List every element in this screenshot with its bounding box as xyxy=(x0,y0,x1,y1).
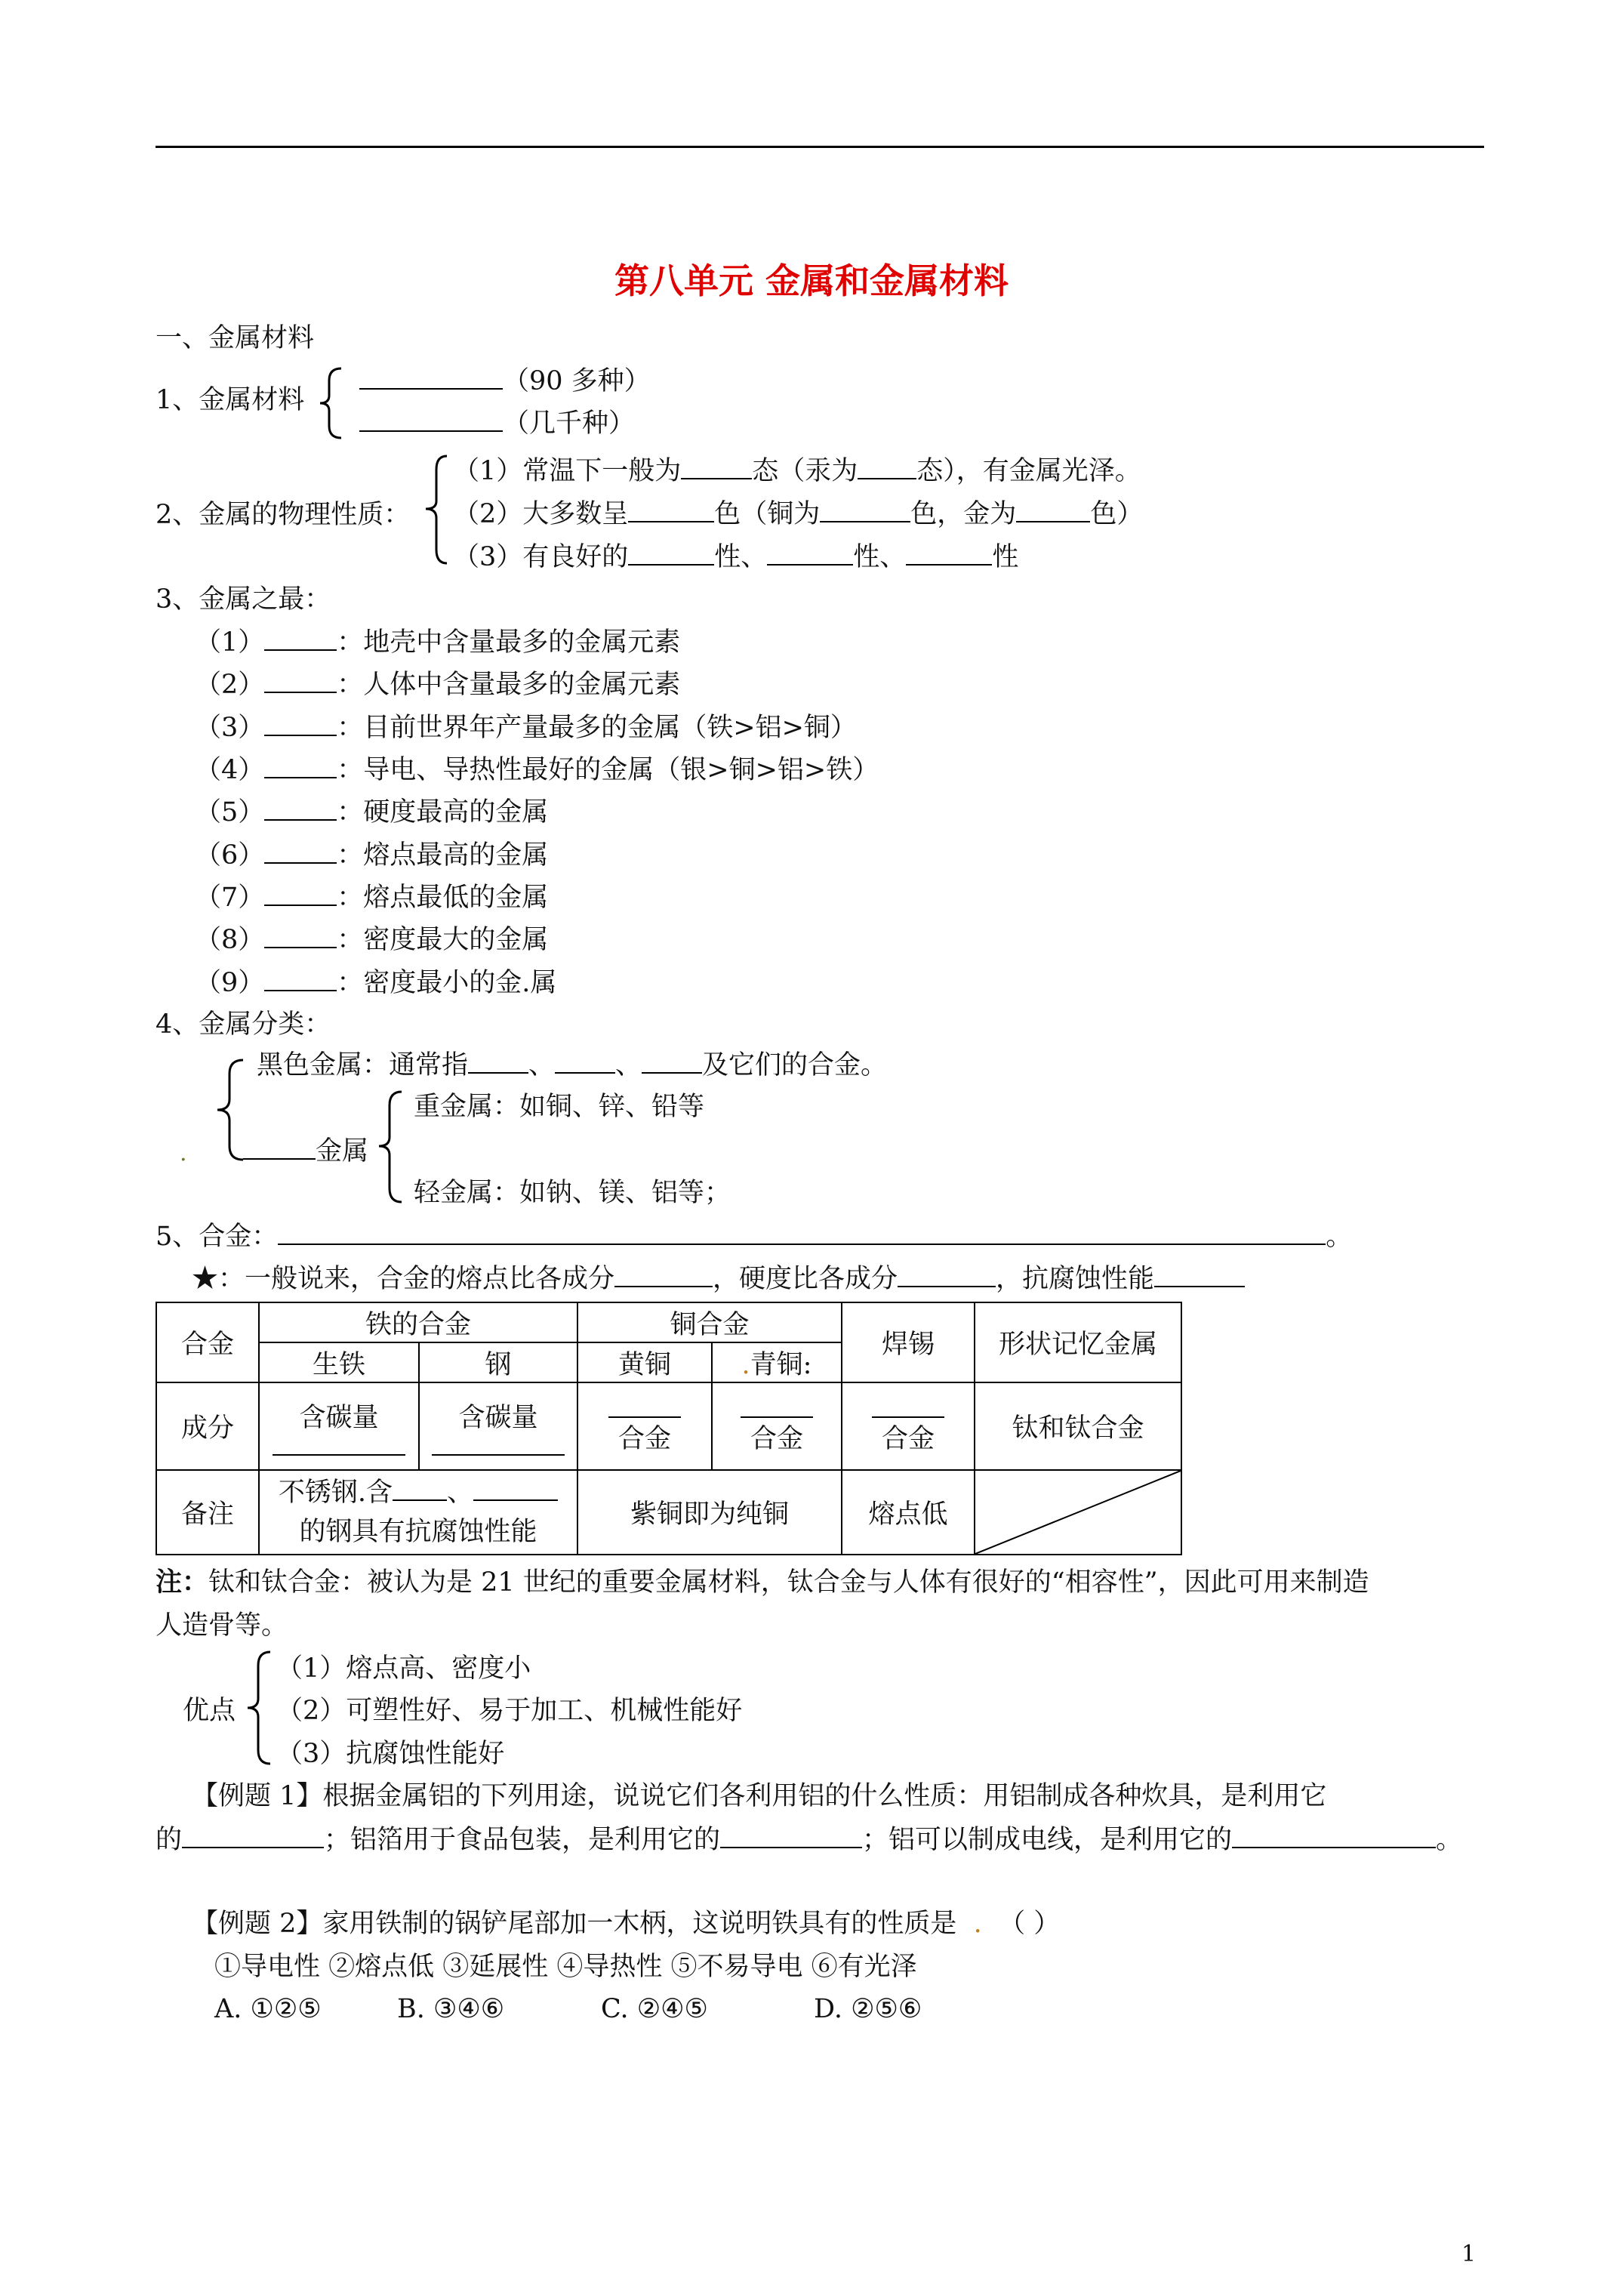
bronze-composition: 合金 xyxy=(712,1382,842,1470)
steel-composition: 含碳量 xyxy=(419,1382,577,1470)
heavy-metals: 重金属：如铜、锌、铅等 xyxy=(414,1092,705,1122)
choice-d: D. ②⑤⑥ xyxy=(814,1994,922,2024)
blank xyxy=(1016,498,1090,522)
item1-brace xyxy=(316,365,349,441)
stainless-steel-note: 不锈钢.含 、 的钢具有抗腐蚀性能 xyxy=(259,1470,577,1555)
blank xyxy=(906,541,992,566)
superlative-item: （7） ：熔点最低的金属 xyxy=(195,883,549,913)
section-heading: 一、金属材料 xyxy=(156,323,315,353)
advantages-label: 优点 xyxy=(183,1696,236,1726)
copper-note: 紫铜即为纯铜 xyxy=(577,1470,842,1555)
other-metals: 金属 xyxy=(243,1136,368,1166)
titanium-note-line2: 人造骨等。 xyxy=(156,1610,288,1641)
item2-line3: （3）有良好的 性、 性、 性 xyxy=(453,542,1019,572)
item2-label: 2、金属的物理性质： xyxy=(156,500,411,530)
choice-c: C. ②④⑤ xyxy=(601,1994,708,2024)
item2-line1: （1）常温下一般为 态（汞为 态），有金属光泽。 xyxy=(453,456,1141,486)
blank xyxy=(681,455,752,479)
example1-line2: 的 ；铝箔用于食品包装，是利用它的 ；铝可以制成电线，是利用它的 。 xyxy=(156,1825,1463,1855)
pig-iron: 生铁 xyxy=(259,1342,419,1382)
solder-note: 熔点低 xyxy=(842,1470,975,1555)
superlative-item: （1） ：地壳中含量最多的金属元素 xyxy=(195,627,681,658)
superlative-item: （9） ：密度最小的金.属 xyxy=(195,968,557,998)
item4-label: 4、金属分类： xyxy=(156,1009,331,1040)
header-shape-memory: 形状记忆金属 xyxy=(975,1302,1181,1382)
steel: 钢 xyxy=(419,1342,577,1382)
row-notes: 备注 xyxy=(156,1470,259,1555)
alloy-properties: ★：一般说来，合金的熔点比各成分 ，硬度比各成分 ，抗腐蚀性能 xyxy=(192,1263,1245,1294)
brass: 黄铜 xyxy=(577,1342,712,1382)
shape-memory-composition: 钛和钛合金 xyxy=(975,1382,1181,1470)
other-metals-brace xyxy=(373,1087,408,1208)
example2-options: ①导电性 ②熔点低 ③延展性 ④导热性 ⑤不易导电 ⑥有光泽 xyxy=(214,1952,917,1982)
stray-dot: . xyxy=(180,1140,187,1166)
advantage-item: （2）可塑性好、易于加工、机械性能好 xyxy=(276,1696,743,1726)
superlative-item: （4） ：导电、导热性最好的金属（银>铜>铝>铁） xyxy=(195,755,879,785)
superlative-item: （6） ：熔点最高的金属 xyxy=(195,840,549,871)
item2-brace xyxy=(420,453,453,566)
header-rule xyxy=(156,146,1484,148)
blank xyxy=(858,455,916,479)
superlative-item: （3） ：目前世界年产量最多的金属（铁>铝>铜） xyxy=(195,713,857,743)
ferrous-metals: 黑色金属：通常指 、 、 及它们的合金。 xyxy=(257,1050,888,1080)
titanium-note: 注：钛和钛合金：被认为是 21 世纪的重要金属材料，钛合金与人体有很好的“相容性”，因此可用来制造 xyxy=(156,1567,1369,1598)
example1-line1: 【例题 1】根据金属铝的下列用途，说说它们各利用铝的什么性质：用铝制成各种炊具，是利用它 xyxy=(192,1781,1327,1811)
item1-line2: （几千种） xyxy=(359,408,635,439)
item3-label: 3、金属之最： xyxy=(156,584,331,615)
diagonal-cell xyxy=(975,1470,1181,1555)
advantage-item: （3）抗腐蚀性能好 xyxy=(276,1739,505,1769)
header-copper-alloy: 铜合金 xyxy=(577,1302,842,1342)
header-solder: 焊锡 xyxy=(842,1302,975,1382)
pig-iron-composition: 含碳量 xyxy=(259,1382,419,1470)
blank xyxy=(359,408,503,432)
item2-line2: （2）大多数呈 色（铜为 色，金为 色） xyxy=(453,499,1144,529)
page-title: 第八单元 金属和金属材料 xyxy=(614,260,1009,301)
blank xyxy=(359,365,503,390)
choice-b: B. ③④⑥ xyxy=(397,1994,505,2024)
solder-composition: 合金 xyxy=(842,1382,975,1470)
item5-line: 5、合金： 。 xyxy=(156,1222,1353,1252)
blank xyxy=(767,541,853,566)
item1-label: 1、金属材料 xyxy=(156,385,305,415)
bronze: .青铜: xyxy=(712,1342,842,1382)
alloy-table xyxy=(156,1302,1182,1555)
blank xyxy=(628,541,714,566)
choice-a: A. ①②⑤ xyxy=(214,1994,322,2024)
advantages-brace xyxy=(242,1647,276,1768)
brass-composition: 合金 xyxy=(577,1382,712,1470)
header-alloy: 合金 xyxy=(156,1302,259,1382)
header-iron-alloy: 铁的合金 xyxy=(259,1302,577,1342)
blank xyxy=(628,498,714,522)
diagonal-line xyxy=(975,1471,1181,1554)
light-metals: 轻金属：如钠、镁、铝等； xyxy=(414,1178,731,1208)
page-number: 1 xyxy=(1461,2241,1477,2267)
superlative-item: （2） ：人体中含量最多的金属元素 xyxy=(195,670,681,700)
advantage-item: （1）熔点高、密度小 xyxy=(276,1653,531,1684)
superlative-item: （8） ：密度最大的金属 xyxy=(195,925,549,955)
blank xyxy=(820,498,910,522)
row-composition: 成分 xyxy=(156,1382,259,1470)
example2-question: 【例题 2】家用铁制的锅铲尾部加一木柄，这说明铁具有的性质是 . （ ） xyxy=(192,1909,1061,1939)
superlative-item: （5） ：硬度最高的金属 xyxy=(195,797,549,827)
item1-line1: （90 多种） xyxy=(359,365,651,396)
